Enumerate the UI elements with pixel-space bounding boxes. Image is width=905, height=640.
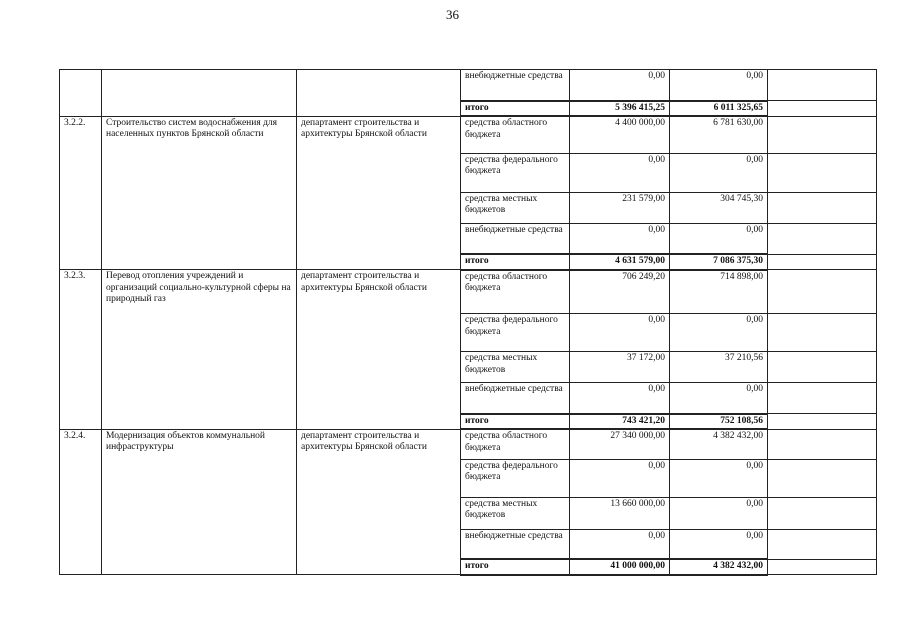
page-number: 36 bbox=[446, 7, 459, 22]
value-1: 0,00 bbox=[570, 529, 670, 559]
total-value-2: 6 011 325,65 bbox=[670, 101, 768, 117]
value-1: 4 400 000,00 bbox=[570, 116, 670, 153]
item-executor: департамент строительства и архитектуры Брянской области bbox=[297, 429, 461, 575]
value-1: 27 340 000,00 bbox=[570, 429, 670, 459]
total-value-1: 5 396 415,25 bbox=[570, 101, 670, 117]
total-label: итого bbox=[461, 414, 570, 430]
value-1: 0,00 bbox=[570, 459, 670, 497]
empty-cell bbox=[768, 101, 877, 117]
funding-source: внебюджетные средства bbox=[461, 383, 570, 414]
budget-table bbox=[59, 69, 877, 576]
value-2: 0,00 bbox=[670, 223, 768, 254]
item-number: 3.2.3. bbox=[60, 270, 102, 430]
value-1: 0,00 bbox=[570, 153, 670, 192]
empty-cell bbox=[768, 70, 877, 101]
continuation-num-cell bbox=[60, 70, 102, 117]
value-1: 0,00 bbox=[570, 70, 670, 101]
value-1: 0,00 bbox=[570, 223, 670, 254]
funding-source: средства местных бюджетов bbox=[461, 192, 570, 223]
value-2: 0,00 bbox=[670, 459, 768, 497]
empty-cell bbox=[768, 529, 877, 559]
value-2: 714 898,00 bbox=[670, 270, 768, 314]
funding-source: внебюджетные средства bbox=[461, 529, 570, 559]
funding-source: средства областного бюджета bbox=[461, 429, 570, 459]
value-2: 0,00 bbox=[670, 153, 768, 192]
item-executor: департамент строительства и архитектуры Брянской области bbox=[297, 270, 461, 430]
funding-source: средства областного бюджета bbox=[461, 270, 570, 314]
total-label: итого bbox=[461, 559, 570, 575]
continuation-executor-cell bbox=[297, 70, 461, 117]
table-row bbox=[60, 116, 877, 153]
continuation-name-cell bbox=[102, 70, 297, 117]
empty-cell bbox=[768, 429, 877, 459]
total-value-1: 743 421,20 bbox=[570, 414, 670, 430]
empty-cell bbox=[768, 559, 877, 575]
empty-cell bbox=[768, 414, 877, 430]
funding-source: внебюджетные средства bbox=[461, 70, 570, 101]
empty-cell bbox=[768, 192, 877, 223]
value-2: 304 745,30 bbox=[670, 192, 768, 223]
total-label: итого bbox=[461, 101, 570, 117]
total-value-2: 4 382 432,00 bbox=[670, 559, 768, 575]
value-2: 0,00 bbox=[670, 70, 768, 101]
value-2: 4 382 432,00 bbox=[670, 429, 768, 459]
empty-cell bbox=[768, 223, 877, 254]
value-1: 0,00 bbox=[570, 314, 670, 352]
empty-cell bbox=[768, 254, 877, 270]
empty-cell bbox=[768, 352, 877, 383]
item-name: Строительство систем водоснабжения для населенных пунктов Брянской области bbox=[102, 116, 297, 270]
total-value-2: 752 108,56 bbox=[670, 414, 768, 430]
funding-source: средства федерального бюджета bbox=[461, 314, 570, 352]
funding-source: средства федерального бюджета bbox=[461, 459, 570, 497]
table-row bbox=[60, 270, 877, 314]
funding-source: средства федерального бюджета bbox=[461, 153, 570, 192]
item-number: 3.2.4. bbox=[60, 429, 102, 575]
value-2: 37 210,56 bbox=[670, 352, 768, 383]
value-1: 706 249,20 bbox=[570, 270, 670, 314]
empty-cell bbox=[768, 383, 877, 414]
total-label: итого bbox=[461, 254, 570, 270]
value-1: 13 660 000,00 bbox=[570, 497, 670, 529]
value-1: 37 172,00 bbox=[570, 352, 670, 383]
value-2: 0,00 bbox=[670, 383, 768, 414]
empty-cell bbox=[768, 116, 877, 153]
total-value-2: 7 086 375,30 bbox=[670, 254, 768, 270]
empty-cell bbox=[768, 270, 877, 314]
funding-source: внебюджетные средства bbox=[461, 223, 570, 254]
table-body bbox=[60, 70, 877, 575]
value-2: 0,00 bbox=[670, 529, 768, 559]
funding-source: средства местных бюджетов bbox=[461, 352, 570, 383]
empty-cell bbox=[768, 314, 877, 352]
funding-source: средства областного бюджета bbox=[461, 116, 570, 153]
empty-cell bbox=[768, 459, 877, 497]
funding-source: средства местных бюджетов bbox=[461, 497, 570, 529]
item-name: Перевод отопления учреждений и организаций социально-культурной сферы на природный газ bbox=[102, 270, 297, 430]
item-name: Модернизация объектов коммунальной инфраструктуры bbox=[102, 429, 297, 575]
empty-cell bbox=[768, 153, 877, 192]
total-value-1: 4 631 579,00 bbox=[570, 254, 670, 270]
total-value-1: 41 000 000,00 bbox=[570, 559, 670, 575]
table-row bbox=[60, 70, 877, 101]
value-2: 6 781 630,00 bbox=[670, 116, 768, 153]
empty-cell bbox=[768, 497, 877, 529]
table-row bbox=[60, 429, 877, 459]
item-executor: департамент строительства и архитектуры Брянской области bbox=[297, 116, 461, 270]
value-2: 0,00 bbox=[670, 497, 768, 529]
item-number: 3.2.2. bbox=[60, 116, 102, 270]
value-1: 0,00 bbox=[570, 383, 670, 414]
value-1: 231 579,00 bbox=[570, 192, 670, 223]
value-2: 0,00 bbox=[670, 314, 768, 352]
